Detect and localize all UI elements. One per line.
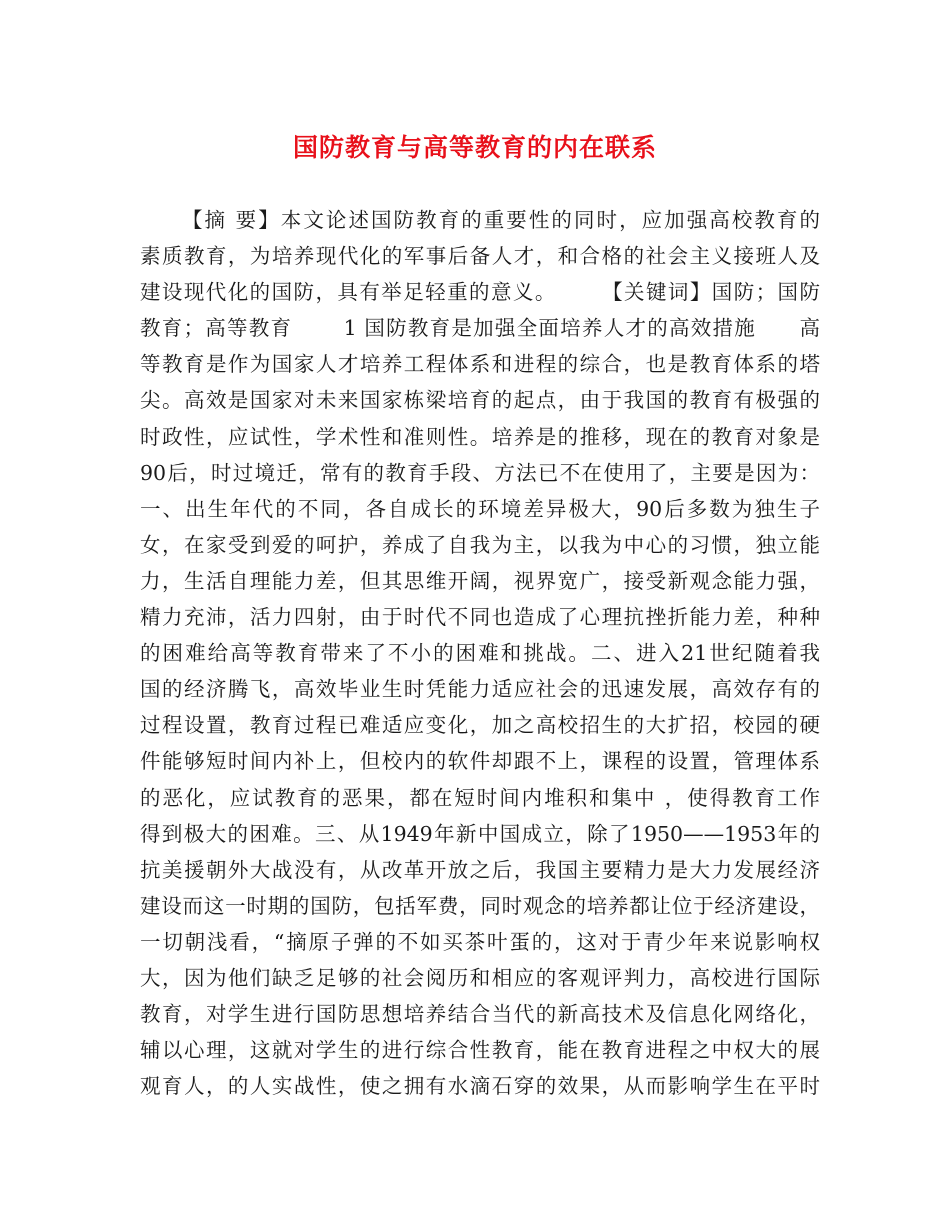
body-line: 力，生活自理能力差，但其思维开阔，视界宽广，接受新观念能力强， bbox=[140, 568, 820, 593]
body-line: 教育；高等教育 1 国防教育是加强全面培养人才的高效措施 高 bbox=[140, 316, 820, 341]
body-line: 大，因为他们缺乏足够的社会阅历和相应的客观评判力，高校进行国际 bbox=[140, 965, 820, 990]
body-line: 时政性，应试性，学术性和准则性。培养是的推移，现在的教育对象是 bbox=[140, 424, 820, 449]
body-line: 一切朝浅看，“摘原子弹的不如买茶叶蛋的，这对于青少年来说影响权 bbox=[140, 929, 820, 954]
body-line: 过程设置，教育过程已难适应变化，加之高校招生的大扩招，校园的硬 bbox=[140, 713, 820, 738]
body-line: 一、出生年代的不同，各自成长的环境差异极大，90后多数为独生子 bbox=[140, 496, 820, 521]
body-line: 等教育是作为国家人才培养工程体系和进程的综合，也是教育体系的塔 bbox=[140, 352, 820, 377]
document-body bbox=[140, 202, 820, 1104]
body-line: 观育人，的人实战性，使之拥有水滴石穿的效果，从而影响学生在平时 bbox=[140, 1074, 820, 1099]
body-line: 得到极大的困难。三、从1949年新中国成立，除了1950——1953年的 bbox=[140, 821, 820, 846]
body-line: 国的经济腾飞，高效毕业生时凭能力适应社会的迅速发展，高效存有的 bbox=[140, 677, 820, 702]
body-line: 尖。高效是国家对未来国家栋梁培育的起点，由于我国的教育有极强的 bbox=[140, 388, 820, 413]
document-title: 国防教育与高等教育的内在联系 bbox=[292, 133, 657, 162]
body-line: 教育，对学生进行国防思想培养结合当代的新高技术及信息化网络化， bbox=[140, 1002, 820, 1027]
body-line: 抗美援朝外大战没有，从改革开放之后，我国主要精力是大力发展经济 bbox=[140, 857, 820, 882]
body-line: 素质教育，为培养现代化的军事后备人才，和合格的社会主义接班人及 bbox=[140, 244, 820, 269]
body-line: 建设现代化的国防，具有举足轻重的意义。 【关键词】国防；国防 bbox=[140, 280, 820, 305]
body-line: 辅以心理，这就对学生的进行综合性教育，能在教育进程之中权大的展 bbox=[140, 1038, 820, 1063]
body-line: 建设而这一时期的国防，包括军费，同时观念的培养都让位于经济建设， bbox=[140, 893, 820, 918]
body-line: 件能够短时间内补上，但校内的软件却跟不上，课程的设置，管理体系 bbox=[140, 749, 820, 774]
body-line: 女，在家受到爱的呵护，养成了自我为主，以我为中心的习惯，独立能 bbox=[140, 532, 820, 557]
body-line: 的恶化，应试教育的恶果，都在短时间内堆积和集中 ，使得教育工作 bbox=[140, 785, 820, 810]
body-line: 精力充沛，活力四射，由于时代不同也造成了心理抗挫折能力差，种种 bbox=[140, 605, 820, 630]
body-line: 的困难给高等教育带来了不小的困难和挑战。二、进入21世纪随着我 bbox=[140, 641, 820, 666]
body-line: 【摘 要】本文论述国防教育的重要性的同时，应加强高校教育的 bbox=[182, 208, 820, 232]
body-line: 90后，时过境迁，常有的教育手段、方法已不在使用了，主要是因为： bbox=[140, 460, 820, 485]
